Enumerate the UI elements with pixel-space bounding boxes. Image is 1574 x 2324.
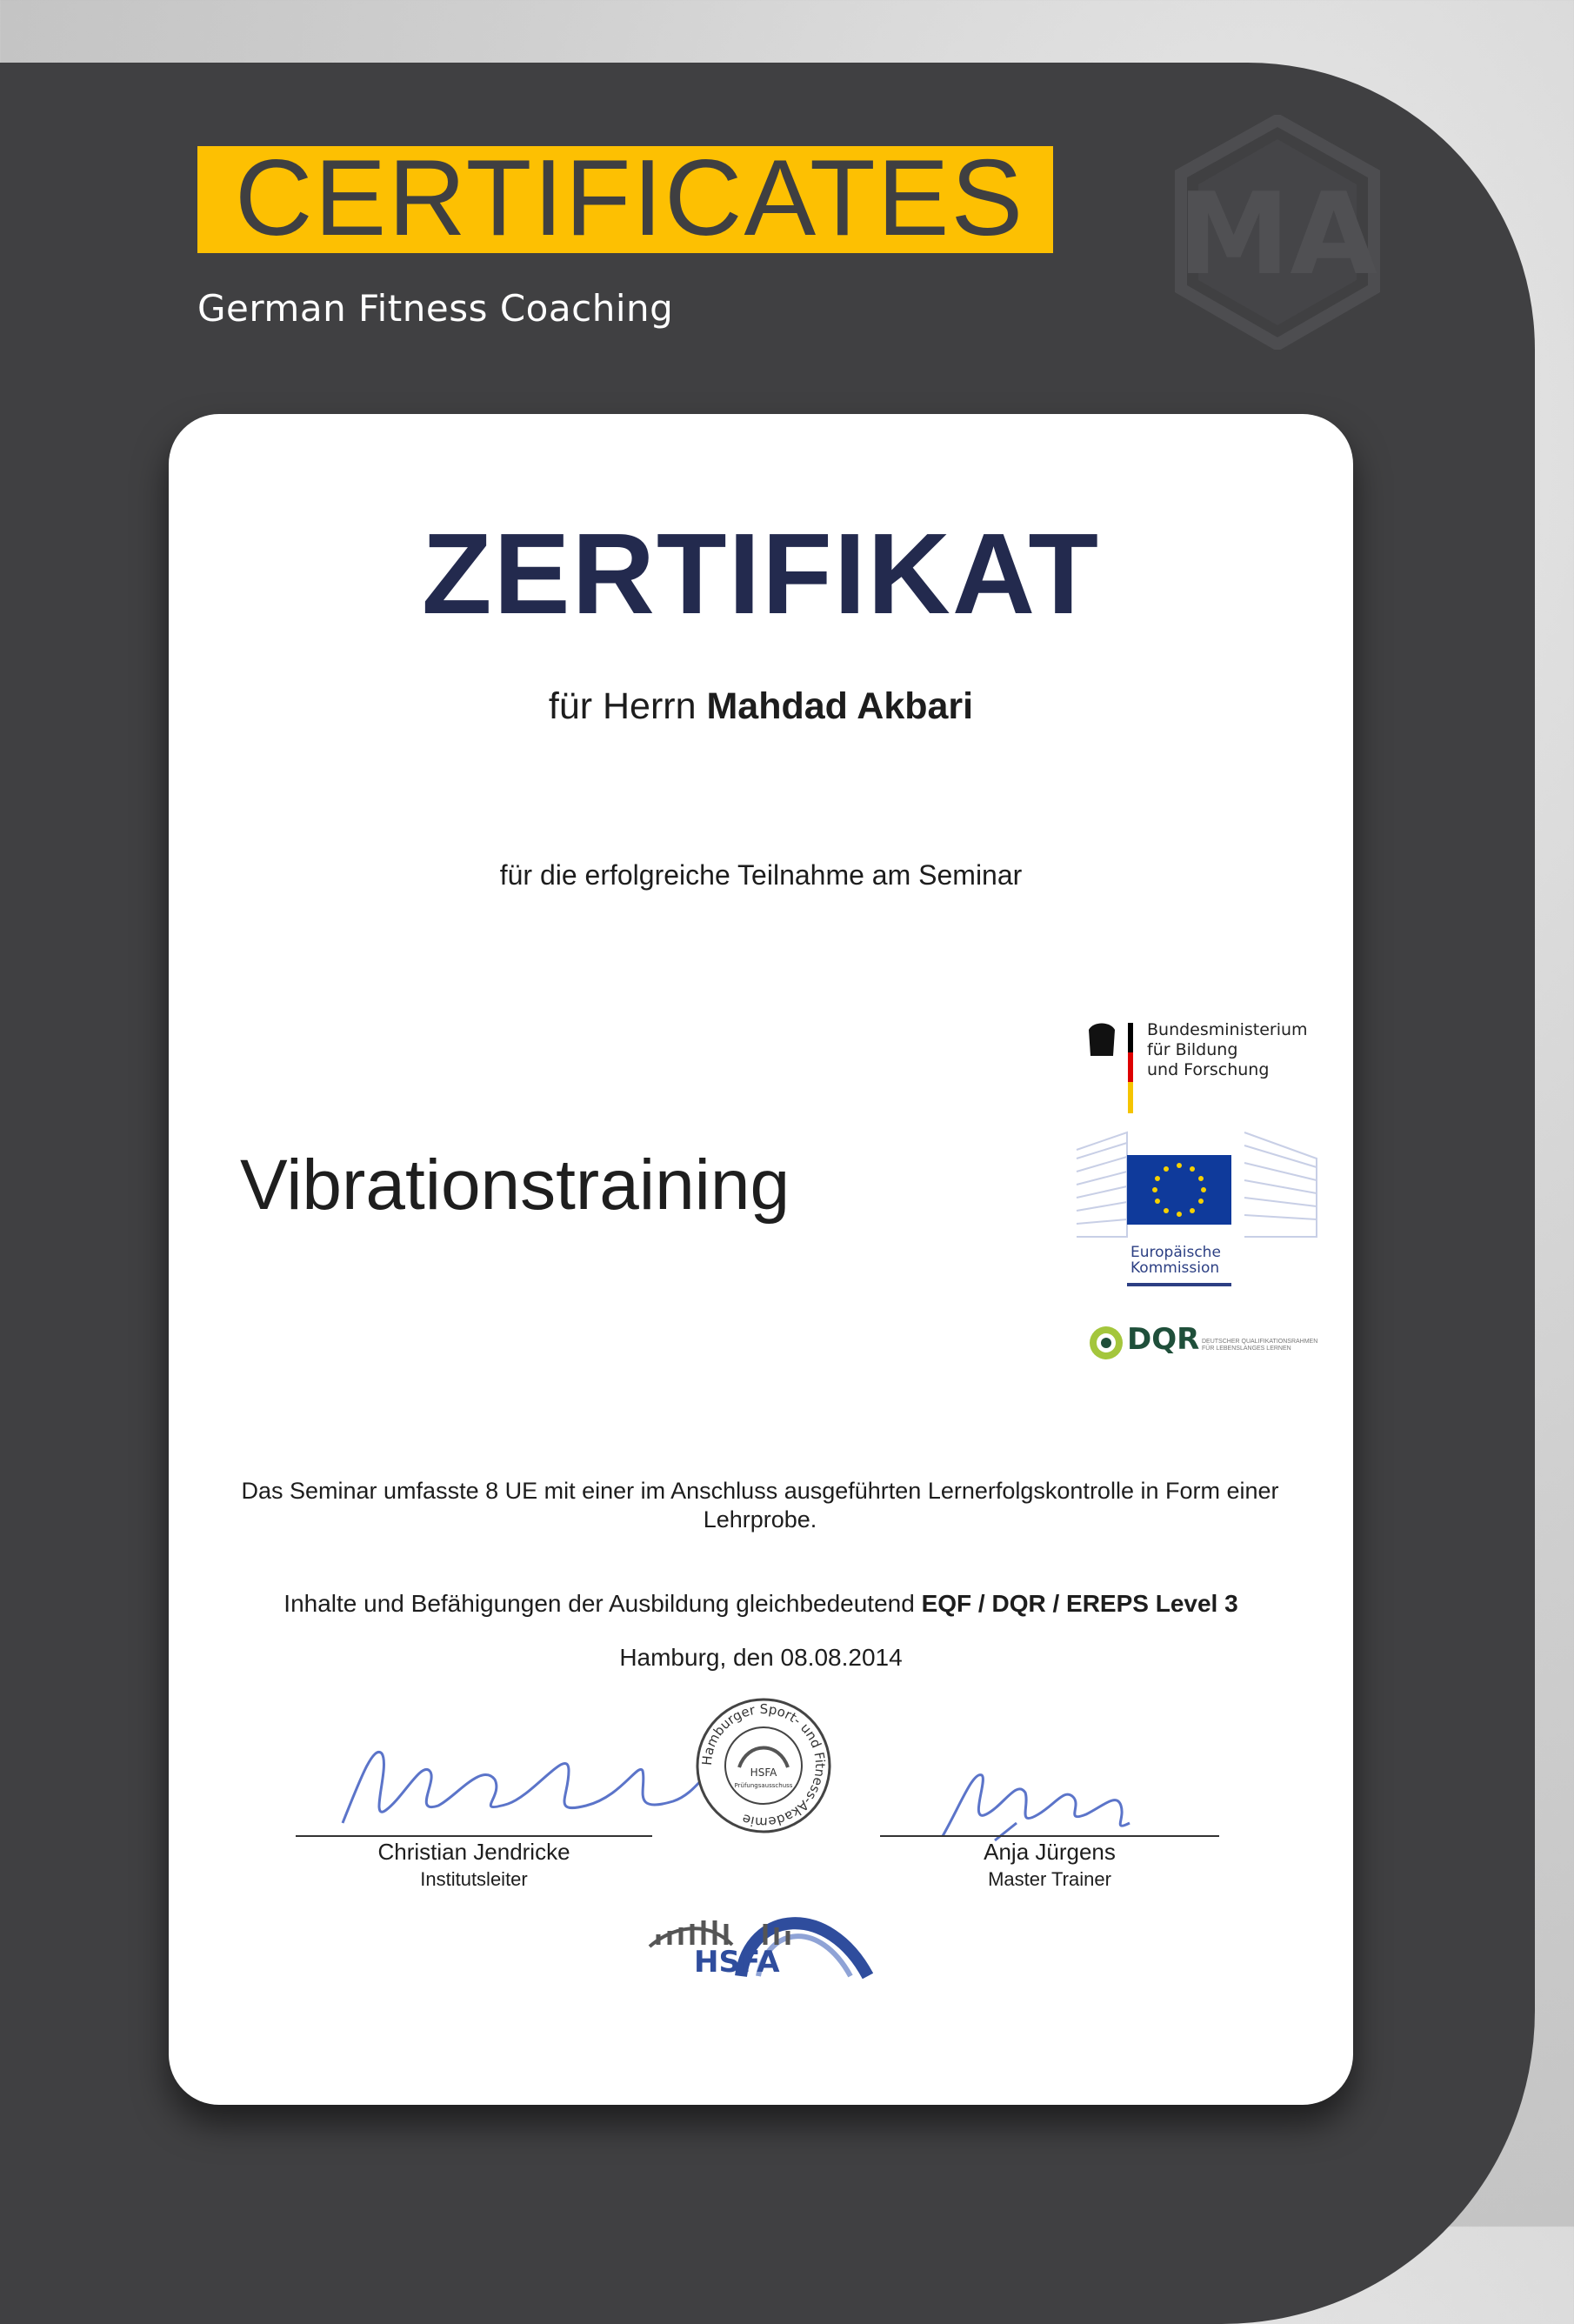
bmbf-logo-text: Bundesministerium für Bildung und Forschung xyxy=(1147,1020,1308,1079)
certificate-card xyxy=(169,414,1353,2105)
dqr-logo-subtext: DEUTSCHER QUALIFIKATIONSRAHMEN FÜR LEBENSLANGES LERNEN xyxy=(1202,1339,1318,1352)
seal-ring-text: Hamburger Sport- und Fitness-Akademie xyxy=(698,1700,829,1831)
eu-commission-logo-icon xyxy=(1075,1124,1318,1245)
brand-logo-text: MA xyxy=(1177,168,1377,300)
qualification-prefix: Inhalte und Befähigungen der Ausbildung gleichbedeutend xyxy=(283,1590,915,1617)
qualification-line xyxy=(169,1590,1353,1618)
hsfa-logo-text: HSFA xyxy=(694,1945,780,1980)
certificate-heading: ZERTIFIKAT xyxy=(421,510,1101,638)
signature-line-right xyxy=(880,1835,1219,1837)
signatory-name-right: Anja Jürgens xyxy=(984,1839,1116,1865)
eu-commission-logo-text: Europäische Kommission xyxy=(1130,1244,1221,1277)
dqr-logo-text: DQR xyxy=(1127,1322,1200,1357)
recipient-prefix: für Herrn xyxy=(548,685,697,727)
place-date: Hamburg, den 08.08.2014 xyxy=(619,1644,903,1671)
seal-center-top: HSFA xyxy=(750,1766,777,1779)
signatory-role-right: Master Trainer xyxy=(988,1868,1111,1890)
signatory-name-left: Christian Jendricke xyxy=(377,1839,570,1865)
eu-commission-underline xyxy=(1127,1283,1231,1286)
recipient-line xyxy=(169,685,1353,728)
signature-line-left xyxy=(296,1835,652,1837)
recipient-name: Mahdad Akbari xyxy=(706,685,974,727)
seminar-title: Vibrationstraining xyxy=(240,1145,790,1225)
federal-eagle-icon xyxy=(1080,1021,1141,1125)
dqr-logo-icon xyxy=(1087,1324,1125,1362)
signatory-role-left: Institutsleiter xyxy=(420,1868,528,1890)
brand-logo-icon xyxy=(1172,115,1383,350)
seminar-description: Das Seminar umfasste 8 UE mit einer im Anschluss ausgeführten Lernerfolgskontrolle in Form einer Lehrprobe. xyxy=(241,1478,1279,1533)
qualification-level: EQF / DQR / EREPS Level 3 xyxy=(921,1590,1238,1617)
page-title: CERTIFICATES xyxy=(235,138,1025,258)
academy-seal-icon xyxy=(694,1696,833,1835)
seal-center-bottom: Prüfungsausschuss xyxy=(734,1782,793,1789)
participation-text: für die erfolgreiche Teilnahme am Seminar xyxy=(499,859,1023,891)
page-subtitle: German Fitness Coaching xyxy=(197,287,674,330)
